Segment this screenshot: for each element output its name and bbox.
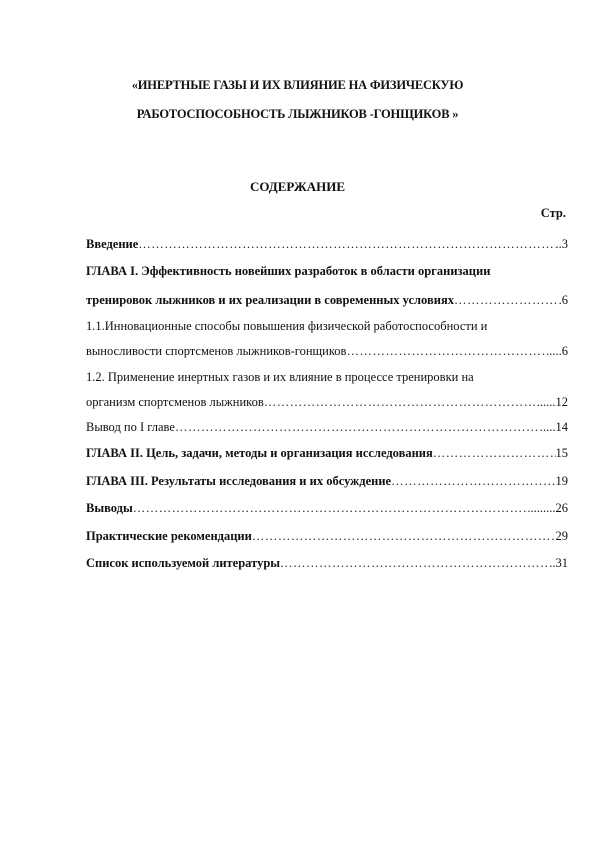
toc-entry-page: 15: [555, 446, 568, 460]
toc-entry-page: ......12: [536, 395, 568, 409]
toc-entry-text: тренировок лыжников и их реализации в современных условиях: [86, 293, 454, 307]
toc-entry-chapter-1-line-1: [86, 263, 568, 279]
toc-entry-section-1-1-line-2: [86, 343, 568, 359]
toc-entry-text: Введение: [86, 237, 139, 251]
toc-entry-page: ..31: [549, 556, 568, 570]
dot-leader: [391, 473, 543, 489]
toc-entry-chapter-3: [86, 473, 568, 489]
toc-entry-references: [86, 555, 568, 571]
toc-entry-section-1-2-line-2: [86, 394, 568, 410]
toc-entry-recommendations: [86, 528, 568, 544]
toc-entry-text: Список используемой литературы: [86, 556, 281, 570]
toc-entry-text: ГЛАВА II. Цель, задачи, методы и организация исследования: [86, 446, 433, 460]
toc-entry-page: …19: [543, 474, 568, 488]
toc-entry-page: ....14: [543, 420, 568, 434]
toc-entry-text: выносливости спортсменов лыжников-гонщиков: [86, 344, 347, 358]
toc-entry-text: организм спортсменов лыжников: [86, 395, 264, 409]
toc-entry-text: ГЛАВА I. Эффективность новейших разработок в области организации: [86, 264, 491, 278]
page-column-label: Стр.: [540, 206, 566, 220]
toc-entry-page: ....6: [549, 344, 568, 358]
toc-entry-page: ........26: [530, 501, 568, 515]
toc-entry-chapter-2: [86, 445, 568, 461]
toc-entry-text: Вывод по I главе: [86, 420, 175, 434]
toc-entry-intro: [86, 236, 568, 252]
dot-leader: [175, 419, 543, 435]
toc-entry-text: 1.1.Инновационные способы повышения физической работоспособности и: [86, 319, 488, 333]
toc-entry-section-1-1-line-1: [86, 318, 568, 334]
toc-entry-page: 29: [555, 529, 568, 543]
dot-leader: [252, 528, 556, 544]
toc-entry-chapter-1-line-2: [86, 292, 568, 308]
dot-leader: [133, 500, 531, 516]
toc-heading: СОДЕРЖАНИЕ: [249, 179, 346, 194]
dot-leader: [433, 445, 556, 461]
dot-leader: [346, 343, 549, 359]
toc-entry-chapter-1-conclusion: [86, 419, 568, 435]
dot-leader: [138, 236, 555, 252]
dot-leader: [264, 394, 537, 410]
document-title-line-1: «ИНЕРТНЫЕ ГАЗЫ И ИХ ВЛИЯНИЕ НА ФИЗИЧЕСКУЮ: [131, 78, 464, 92]
document-title-line-2: РАБОТОСПОСОБНОСТЬ ЛЫЖНИКОВ -ГОНЩИКОВ »: [136, 107, 459, 121]
toc-entry-text: Выводы: [86, 501, 133, 515]
toc-entry-text: ГЛАВА III. Результаты исследования и их обсуждение: [86, 474, 392, 488]
toc-entry-conclusions: [86, 500, 568, 516]
dot-leader: [280, 555, 549, 571]
toc-entry-section-1-2-line-1: [86, 369, 568, 385]
dot-leader: [454, 292, 559, 308]
toc-entry-text: 1.2. Применение инертных газов и их влияние в процессе тренировки на: [86, 370, 474, 384]
toc-entry-page: .6: [558, 293, 568, 307]
toc-entry-text: Практические рекомендации: [86, 529, 252, 543]
toc-entry-page: ..3: [555, 237, 568, 251]
